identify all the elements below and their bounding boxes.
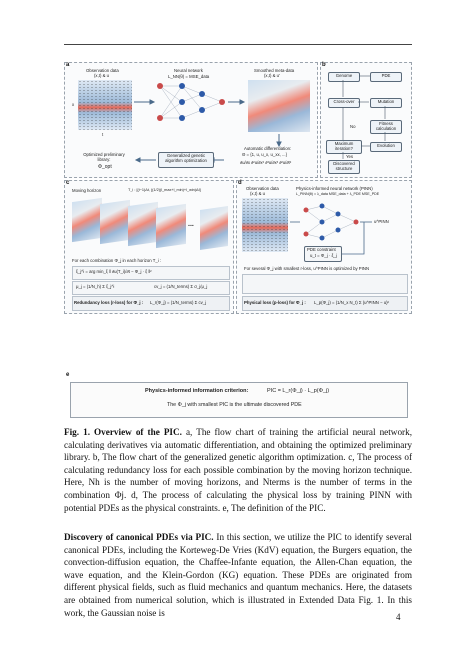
pinn-equation: L_PINN(θ) = λ_data MSE_data + λ_PDE MSE_PDE (296, 192, 380, 196)
pic-title: Physics-informed information criterion: (145, 388, 249, 394)
autodiff-terms: ∂u/∂x ∂²u/∂x² ∂³u/∂x³ ∂²u/∂t² (240, 160, 292, 165)
panel-a-label: a (66, 62, 70, 68)
no-label: No (350, 124, 356, 129)
pde-constraint-eq: u_t = Φ_j · ξ_j (310, 253, 337, 258)
mutation-label: Mutation (377, 99, 395, 104)
pde-constraint-label: PDE constraint (307, 247, 336, 252)
caption-text: a, The flow chart of training the artificial neural network, calculating derivatives via automatic differentiation, and obtaining the optimized preliminary library. b, The flow chart of the generalized genetic algorithm optimization. c, The process of calculating redundancy loss for each possible combination by the moving horizon technique. Here, Nh is the number of moving horizons, and Nterms is the number of terms in the combination Φj. d, The process of calculating the physical loss by training PINN with potential PDEs as the physical constraints. e, The definition of the PIC. (64, 427, 412, 513)
pinn-obs-title: Observation data (246, 186, 279, 191)
figure-1 (64, 62, 412, 420)
autodiff-eq: Θ = {1, u, u_x, u_xx, ...} (242, 152, 288, 157)
crossover-label: Cross-over (333, 99, 355, 104)
combination-text: For each combination Φ_j in each horizon T_i : (72, 258, 162, 263)
figure-caption (64, 426, 412, 546)
panel-e (70, 382, 408, 418)
smoothed-eq: (x,t) & u' (264, 73, 280, 78)
redundancy-label: Redundancy loss (r-loss) for Φ_j : (74, 300, 144, 305)
obs-data-title: Observation data (86, 68, 119, 73)
section-text: In this section, we utilize the PIC to identify several canonical PDEs, including the Korteweg-De Vries (KdV) equation, the Burgers equation, the convection-diffusion equation, the Chaffee-Infante equation, the Allen-Chan equation, the wave equation, and the Klein-Gordon (KG) equation. These PDEs are originated from different physical fields, such as fluid mechanics and quantum mechanics. Here, the datasets are obtained from numerical solution, which is illustrated in Extended Data Fig. 1. In this work, the Gaussian noise is (64, 532, 412, 618)
nn-title: Neural network (174, 68, 203, 73)
several-phi-text: For several Φ_j with smallest r-loss, u^PINN is optimized by PINN (244, 266, 370, 271)
xi-equation: ξ_j^i = arg min_ξ ‖ ∂u(T_i)/∂t − Φ_j · ξ ‖² (76, 269, 152, 274)
ti-equation: T_i : [(i−1)Δt, ((1/2)(l_max+l_min)+l_win)Δt] (128, 188, 201, 192)
ga-box-label: Generalized genetic algorithm optimization (165, 153, 207, 163)
pinn-network-diagram (64, 62, 412, 420)
library-symbol: Φ_opt (98, 164, 112, 170)
panel-b-label: b (322, 62, 326, 68)
page-number: 4 (396, 612, 401, 622)
axis-t-label: t (102, 132, 104, 137)
physical-loss-equation: L_p(Φ_j) = (1/N_x N_t) Σ (u^PINN − u)² (314, 300, 389, 305)
discovered-label: Discovered structure (333, 161, 355, 171)
redundancy-equation: L_r(Φ_j) = (1/N_terms) Σ cv_j (150, 300, 207, 305)
caption-lead: Fig. 1. Overview of the PIC. (64, 427, 182, 437)
pinn-title: Physics-informed neural network (PINN) (296, 186, 373, 191)
pde-label: PDE (381, 73, 391, 78)
cv-equation: cv_j = (1/N_terms) Σ σ_j/μ_j (154, 284, 208, 289)
nn-equation: L_NN(θ) = MSE_data (168, 74, 210, 79)
axis-x-label: x (72, 102, 75, 107)
section-lead: Discovery of canonical PDEs via PIC. (64, 532, 214, 542)
mu-equation: μ_j = (1/N_h) Σ ξ_j^i (76, 284, 115, 289)
physical-loss-label: Physical loss (p-loss) for Φ_j : (244, 300, 306, 305)
u-pinn-label: u^PINN (374, 219, 389, 224)
pinn-obs-vars: (x,t) & u (250, 191, 266, 196)
smoothed-title: Smoothed meta-data (254, 68, 295, 73)
section-paragraph (64, 531, 412, 618)
obs-data-vars: (x,t) & u (94, 73, 110, 78)
genome-label: Genome (335, 73, 353, 78)
panel-d-label: d (238, 180, 242, 186)
header-rule (64, 44, 412, 45)
max-iteration-label: Maximum iteration? (334, 141, 354, 151)
pic-conclusion: The Φ_j with smallest PIC is the ultimate discovered PDE (167, 402, 302, 408)
moving-horizon-label: Moving horizon (72, 188, 102, 193)
panel-c-label: c (66, 180, 70, 186)
pinn-eq-box (242, 274, 408, 294)
yes-label: Yes (346, 154, 354, 159)
panel-e-label: e (66, 372, 70, 378)
evolution-label: Evolution (377, 143, 395, 148)
pic-equation: PIC = L_r(Φ_j) · L_p(Φ_j) (267, 388, 330, 394)
fitness-label: Fitness calculation (375, 121, 397, 131)
library-text: Optimized preliminary library: (83, 152, 125, 162)
horizon-ellipsis: ... (188, 221, 194, 228)
autodiff-title: Automatic differentiation: (244, 146, 292, 151)
